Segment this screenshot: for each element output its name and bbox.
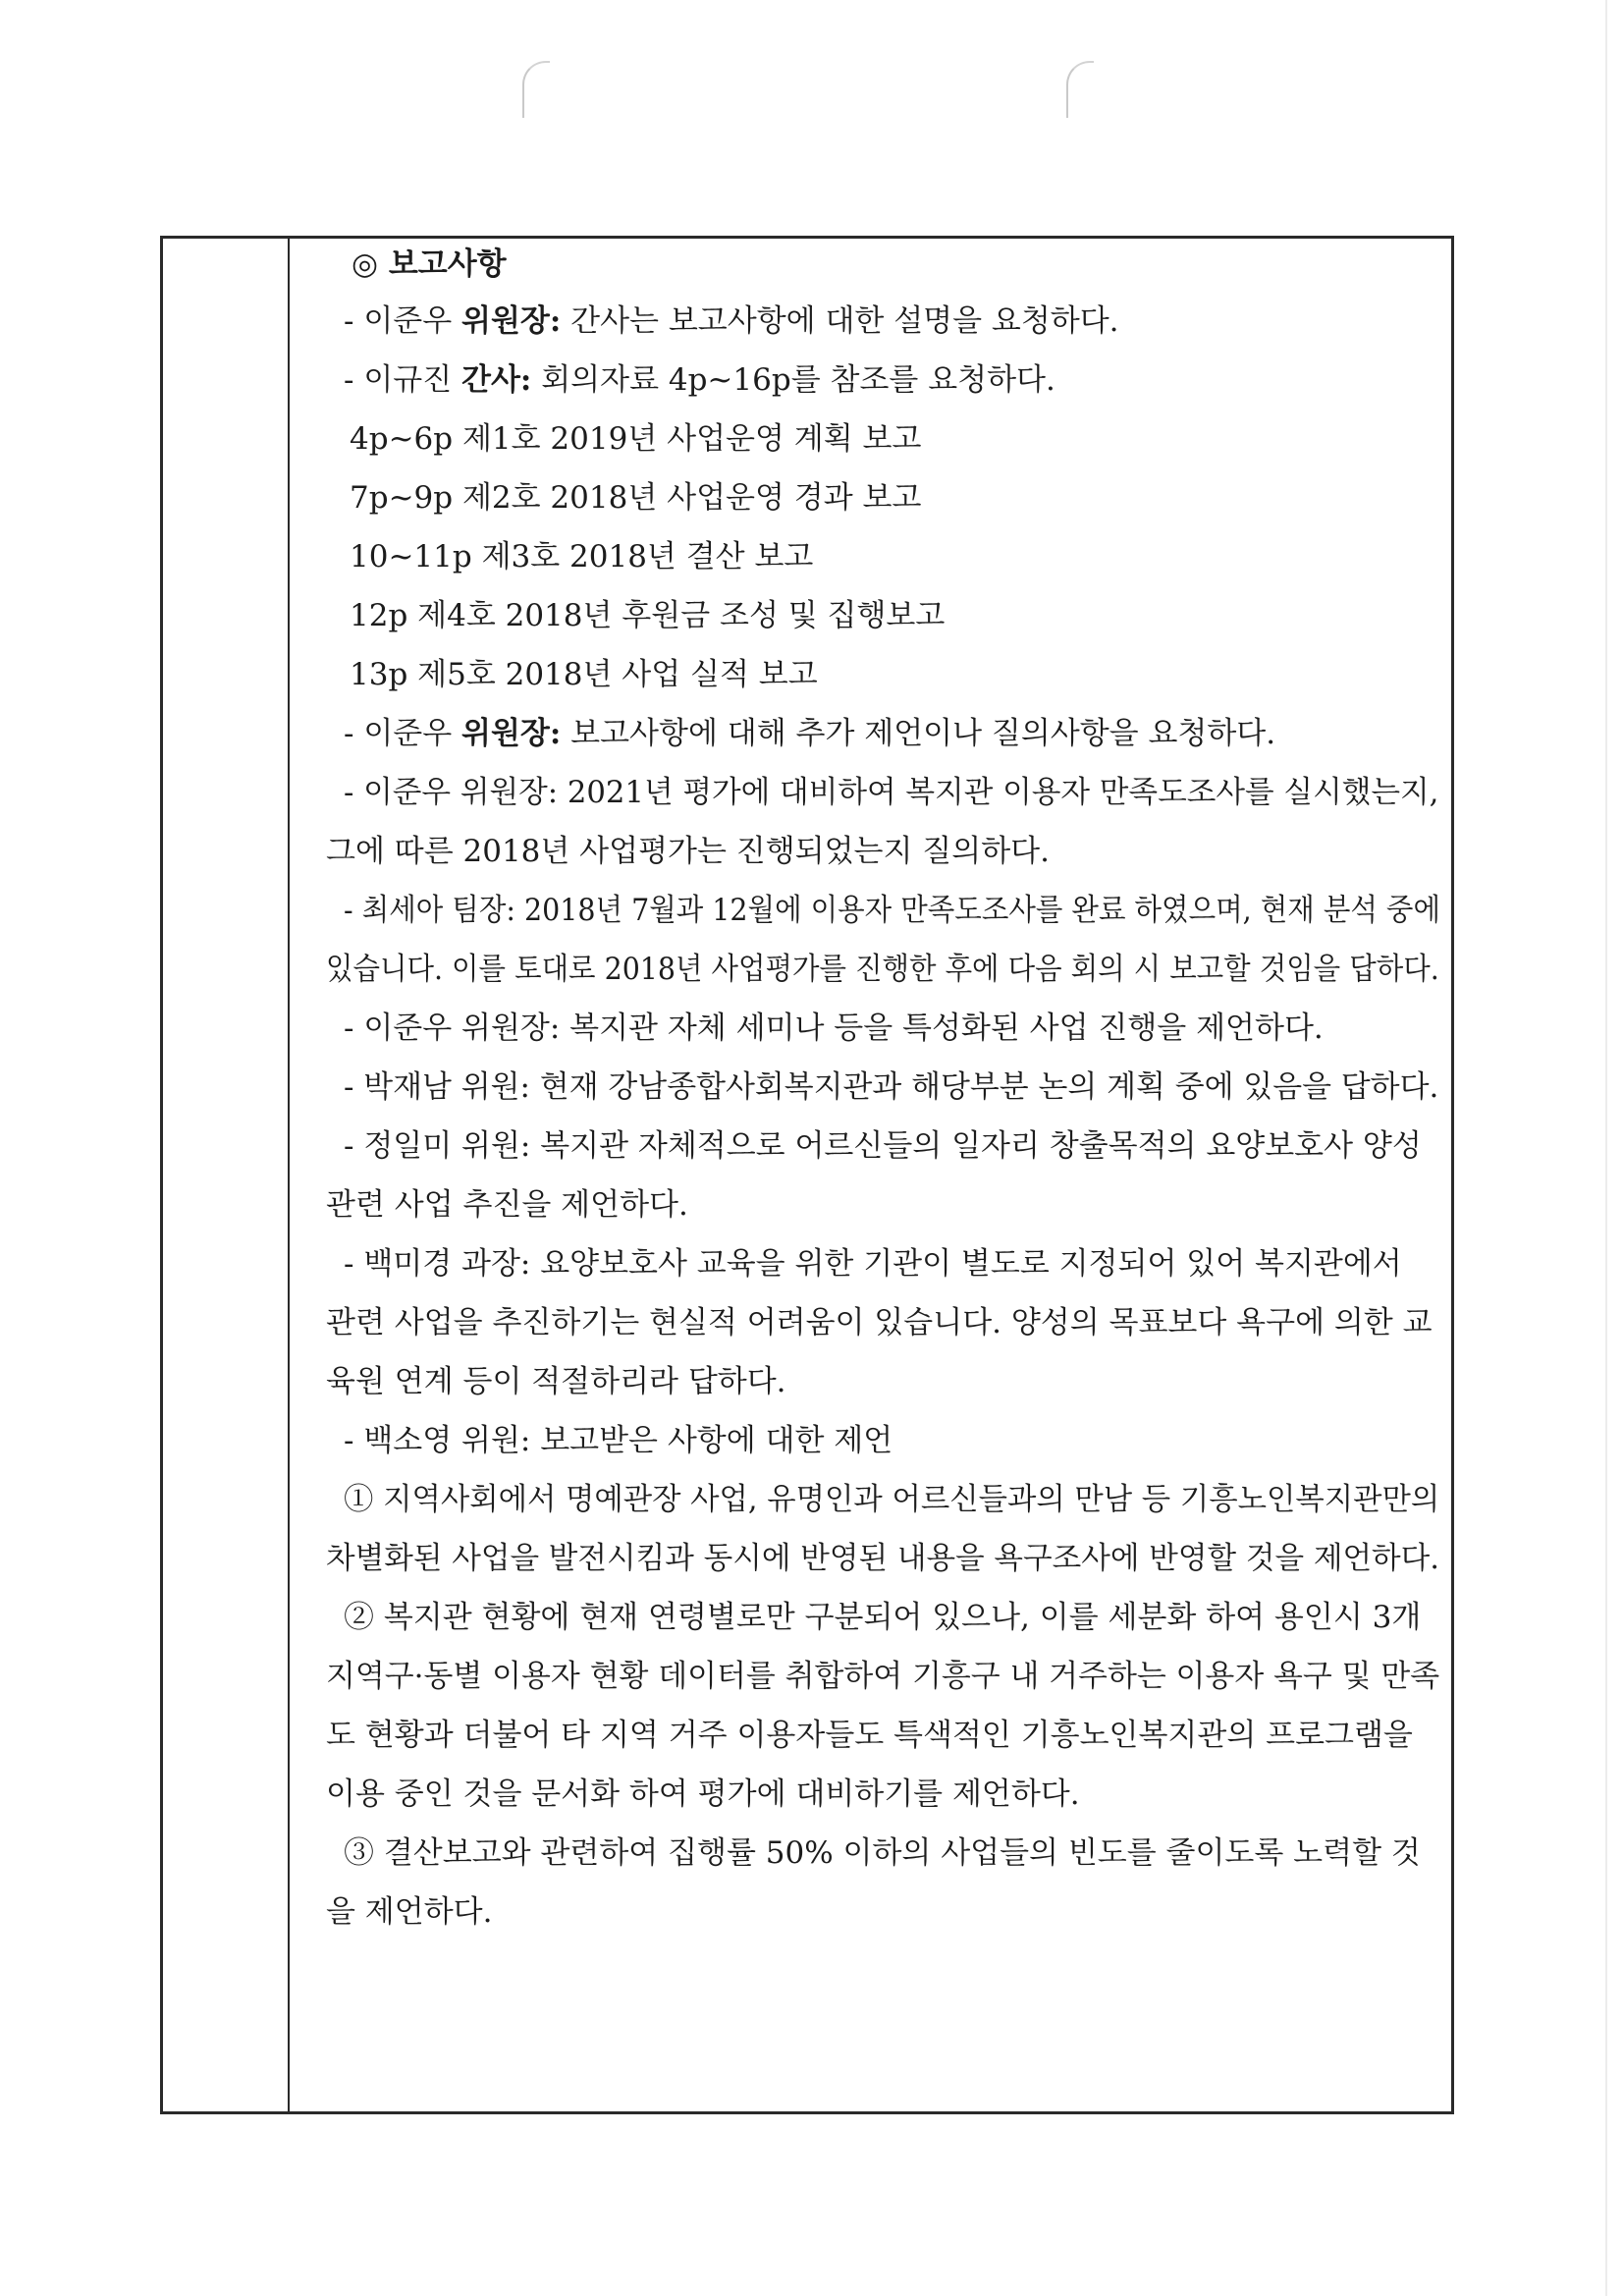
suggestion-line: 도 현황과 더불어 타 지역 거주 이용자들도 특색적인 기흥노인복지관의 프로그램을: [326, 1718, 1413, 1753]
agenda-item: 13p 제5호 2018년 사업 실적 보고: [350, 657, 818, 692]
suggestion-line: ③ 결산보고와 관련하여 집행률 50% 이하의 사업들의 빈도를 줄이도록 노력할 것: [344, 1835, 1421, 1871]
suggestion-line: 지역구·동별 이용자 현황 데이터를 취합하여 기흥구 내 거주하는 이용자 욕구 및 만족: [326, 1659, 1440, 1694]
paragraph-line: - 최세아 팀장: 2018년 7월과 12월에 이용자 만족도조사를 완료 하였으며, 현재 분석 중에: [344, 893, 1440, 928]
suggestion-line: 이용 중인 것을 문서화 하여 평가에 대비하기를 제언하다.: [326, 1777, 1080, 1812]
punch-hole-mark-right: [1066, 61, 1094, 118]
agenda-item: 12p 제4호 2018년 후원금 조성 및 집행보고: [350, 598, 946, 633]
suggestion-line: ② 복지관 현황에 현재 연령별로만 구분되어 있으나, 이를 세분화 하여 용인시 3개: [344, 1600, 1422, 1635]
paragraph-line: - 백소영 위원: 보고받은 사항에 대한 제언: [344, 1423, 893, 1458]
agenda-item: 4p~6p 제1호 2019년 사업운영 계획 보고: [350, 421, 922, 457]
section-heading: ◎ 보고사항: [352, 246, 507, 282]
agenda-item: 7p~9p 제2호 2018년 사업운영 경과 보고: [350, 480, 922, 516]
paragraph-line: - 백미경 과장: 요양보호사 교육을 위한 기관이 별도로 지정되어 있어 복지관에서: [344, 1246, 1402, 1282]
paragraph-line: 관련 사업 추진을 제언하다.: [326, 1187, 688, 1223]
paragraph-line: - 정일미 위원: 복지관 자체적으로 어르신들의 일자리 창출목적의 요양보호사 양성: [344, 1128, 1422, 1164]
paragraph-line: - 이준우 위원장: 2021년 평가에 대비하여 복지관 이용자 만족도조사를 실시했는지,: [344, 775, 1439, 810]
suggestion-line: ① 지역사회에서 명예관장 사업, 유명인과 어르신들과의 만남 등 기흥노인복지관만의: [344, 1482, 1440, 1517]
report-frame: [160, 236, 1454, 2114]
column-divider: [288, 239, 290, 2111]
punch-hole-mark-left: [522, 61, 550, 118]
statement-line: - 이준우 위원장: 보고사항에 대해 추가 제언이나 질의사항을 요청하다.: [344, 716, 1276, 751]
paragraph-line: 있습니다. 이를 토대로 2018년 사업평가를 진행한 후에 다음 회의 시 보고할 것임을 답하다.: [326, 952, 1439, 987]
paragraph-line: - 이준우 위원장: 복지관 자체 세미나 등을 특성화된 사업 진행을 제언하다.: [344, 1011, 1324, 1046]
paragraph-line: - 박재남 위원: 현재 강남종합사회복지관과 해당부분 논의 계획 중에 있음을 답하다.: [344, 1069, 1439, 1105]
statement-line: - 이준우 위원장: 간사는 보고사항에 대한 설명을 요청하다.: [344, 303, 1119, 339]
suggestion-line: 차별화된 사업을 발전시킴과 동시에 반영된 내용을 욕구조사에 반영할 것을 제언하다.: [326, 1541, 1440, 1576]
paragraph-line: 그에 따른 2018년 사업평가는 진행되었는지 질의하다.: [326, 834, 1050, 869]
statement-line: - 이규진 간사: 회의자료 4p~16p를 참조를 요청하다.: [344, 362, 1055, 398]
agenda-item: 10~11p 제3호 2018년 결산 보고: [350, 539, 814, 574]
paragraph-line: 육원 연계 등이 적절하리라 답하다.: [326, 1364, 786, 1399]
page-edge-shadow: [1605, 0, 1607, 2296]
paragraph-line: 관련 사업을 추진하기는 현실적 어려움이 있습니다. 양성의 목표보다 욕구에 의한 교: [326, 1305, 1433, 1340]
suggestion-line: 을 제언하다.: [326, 1894, 493, 1930]
